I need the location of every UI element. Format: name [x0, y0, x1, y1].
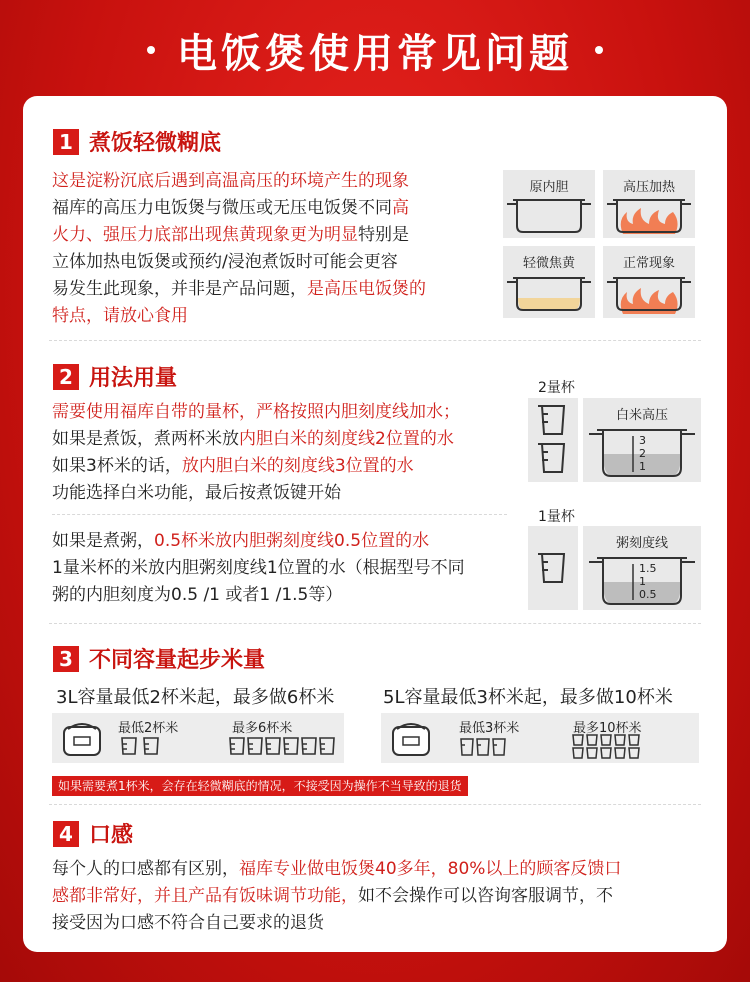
5l-max-label: 最多10杯米: [573, 721, 642, 736]
s1-line6-red: 特点，请放心食用: [52, 306, 188, 326]
section3-number: 3: [53, 646, 79, 672]
s1-line2-red: 高: [392, 198, 409, 218]
content-card: [23, 96, 727, 952]
section4-heading: [53, 818, 139, 849]
divider: [49, 340, 701, 341]
pot2-mark-0-5: 0.5: [639, 588, 657, 601]
s2-line3-red: 放内胆白米的刻度线3位置的水: [181, 456, 414, 476]
measuring-cup-single-icon: [528, 526, 578, 610]
pot-image-browned-label: 轻微焦黄: [522, 256, 575, 271]
section1-heading: [53, 126, 227, 157]
pot2-mark-1: 1: [639, 575, 646, 588]
capacity-5l-bar: [381, 713, 699, 763]
porridge-pot-label: 粥刻度线: [615, 536, 668, 551]
capacity-3l-caption: 3L容量最低2杯米起，最多做6杯米: [56, 687, 335, 708]
section4-title: 口感: [87, 818, 139, 849]
rice-cooker-icon: [389, 717, 433, 759]
pot-image-normal: [603, 246, 695, 318]
s4-line2: 如不会操作可以咨询客服调节，不: [358, 886, 613, 906]
s1-line4: 立体加热电饭煲或预约/浸泡煮饭时可能会更容: [52, 252, 398, 272]
cups1-label: 1量杯: [538, 509, 575, 525]
s2-porridge-line1: 如果是煮粥，: [52, 531, 154, 551]
divider: [49, 623, 701, 624]
divider-small: [52, 514, 507, 515]
s1-line5: 易发生此现象，并非是产品问题，: [52, 279, 307, 299]
decor-dot-left: [147, 46, 155, 54]
measuring-cup-icon: [528, 398, 578, 482]
s2-line4: 功能选择白米功能，最后按煮饭键开始: [52, 483, 341, 503]
s4-line1-red: 福库专业做电饭煲40多年，80%以上的顾客反馈口: [239, 859, 622, 879]
section3-title: 不同容量起步米量: [87, 643, 271, 674]
s4-line1: 每个人的口感都有区别，: [52, 859, 239, 879]
decor-dot-right: [595, 46, 603, 54]
pot2-mark-1-5: 1.5: [639, 562, 657, 575]
pot1-mark-2: 2: [639, 447, 646, 460]
two-cups-image: [528, 398, 578, 482]
section2-heading: [53, 361, 183, 392]
capacity-5l-caption: 5L容量最低3杯米起，最多做10杯米: [383, 687, 673, 708]
s4-line3: 接受因为口感不符合自己要求的退货: [52, 913, 324, 933]
page-header: [0, 0, 750, 100]
s2-porridge-line1-red: 0.5杯米放内胆粥刻度线0.5位置的水: [154, 531, 430, 551]
section4-text: [52, 856, 712, 937]
section2-text-rice: [52, 399, 552, 507]
capacity-3l-bar: [52, 713, 344, 763]
section2-title: 用法用量: [87, 361, 183, 392]
pot-image-normal-label: 正常现象: [622, 256, 675, 271]
s2-porridge-line2: 1量米杯的米放内胆粥刻度线1位置的水（根据型号不同: [52, 558, 465, 578]
rice-pot-label: 白米高压: [615, 408, 668, 423]
one-cup-image: [528, 526, 578, 610]
pot1-mark-3: 3: [639, 434, 646, 447]
cup-row-icon: [118, 735, 338, 757]
section2-text-porridge: [52, 528, 552, 609]
divider: [49, 804, 701, 805]
porridge-pot-image: [583, 526, 701, 610]
pot1-mark-1: 1: [639, 460, 646, 473]
pot-image-heating-label: 高压加热: [622, 180, 675, 195]
pot-image-original-label: 原内胆: [529, 180, 569, 195]
pot-image-original: [503, 170, 595, 238]
s2-line1-red: 需要使用福库自带的量杯，严格按照内胆刻度线加水；: [52, 402, 460, 422]
s4-line2-red: 感都非常好，并且产品有饭味调节功能，: [52, 886, 358, 906]
pot-image-browned: [503, 246, 595, 318]
s2-line2: 如果是煮饭，煮两杯米放: [52, 429, 239, 449]
5l-min-label: 最低3杯米: [459, 721, 520, 736]
page-title: 电饭煲使用常见问题: [177, 30, 573, 77]
s1-line1: 这是淀粉沉底后遇到高温高压的环境产生的现象: [52, 171, 409, 191]
cup-row-icon: [457, 733, 697, 761]
cups2-label: 2量杯: [538, 380, 575, 396]
warning-note: 如果需要煮1杯米，会存在轻微糊底的情况，不接受因为操作不当导致的退货: [52, 776, 468, 796]
s1-line3-red: 火力、强压力底部出现焦黄现象更为明显: [52, 225, 358, 245]
s1-line5-red: 是高压电饭煲的: [307, 279, 426, 299]
section1-number: 1: [53, 129, 79, 155]
s2-porridge-line3: 粥的内胆刻度为0.5 /1 或者1 /1.5等）: [52, 585, 343, 605]
rice-cooker-icon: [60, 717, 104, 759]
s2-line3: 如果3杯米的话，: [52, 456, 182, 476]
3l-max-label: 最多6杯米: [232, 721, 293, 736]
rice-pot-image: [583, 398, 701, 482]
section4-number: 4: [53, 821, 79, 847]
s2-line2-red: 内胆白米的刻度线2位置的水: [239, 429, 454, 449]
3l-min-label: 最低2杯米: [118, 721, 179, 736]
s1-line3: 特别是: [358, 225, 409, 245]
section1-title: 煮饭轻微糊底: [87, 126, 227, 157]
section1-text: [52, 168, 512, 330]
section3-heading: [53, 643, 271, 674]
pot-image-heating: [603, 170, 695, 238]
section2-number: 2: [53, 364, 79, 390]
s1-line2: 福库的高压力电饭煲与微压或无压电饭煲不同: [52, 198, 392, 218]
